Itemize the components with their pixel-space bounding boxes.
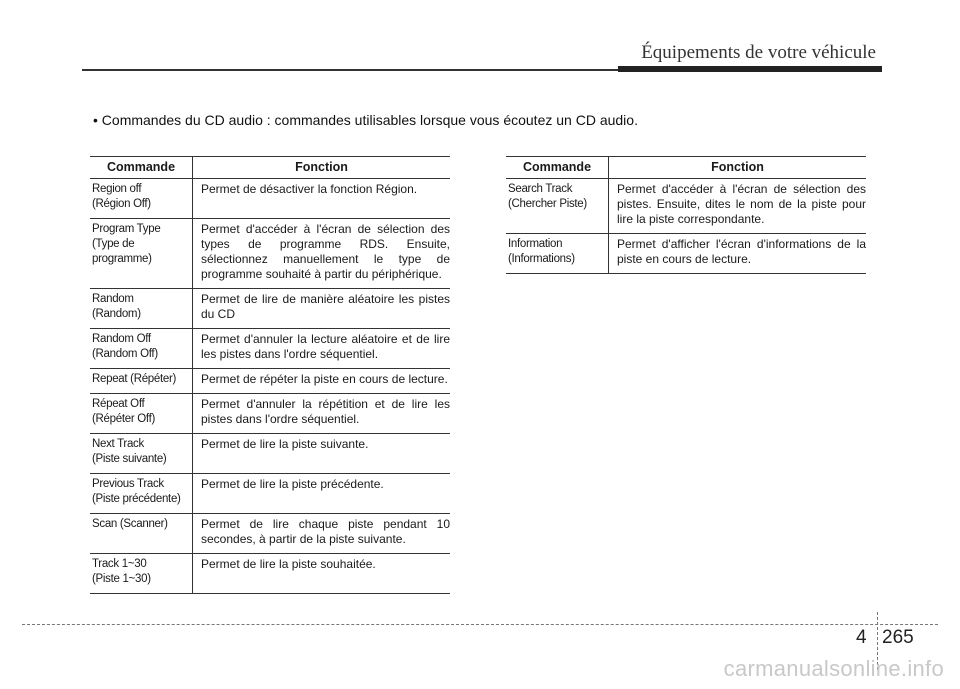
chapter-number: 4 xyxy=(856,627,867,648)
function-cell: Permet d'annuler la répétition et de lire les pistes dans l'ordre séquentiel. xyxy=(193,394,451,434)
watermark: carmanualsonline.info xyxy=(723,656,944,681)
column-header-function: Fonction xyxy=(609,157,867,179)
table-row xyxy=(90,219,450,289)
command-cell: Region off (Région Off) xyxy=(90,179,193,219)
command-cell: Next Track (Piste suivante) xyxy=(90,434,193,474)
function-cell: Permet de lire la piste précédente. xyxy=(193,474,451,514)
column-header-function: Fonction xyxy=(193,157,451,179)
function-cell: Permet de lire la piste suivante. xyxy=(193,434,451,474)
page-number: 265 xyxy=(882,627,914,648)
function-cell: Permet d'accéder à l'écran de sélection des pistes. Ensuite, dites le nom de la piste pour lire la piste correspondante. xyxy=(609,179,867,234)
command-cell: Program Type (Type de programme) xyxy=(90,219,193,289)
command-cell: Random (Random) xyxy=(90,289,193,329)
table-row xyxy=(90,289,450,329)
function-cell: Permet d'annuler la lecture aléatoire et de lire les pistes dans l'ordre séquentiel. xyxy=(193,329,451,369)
table-row xyxy=(90,329,450,369)
table-row xyxy=(90,179,450,219)
table-row xyxy=(506,179,866,234)
table-row xyxy=(90,434,450,474)
commands-table-left xyxy=(90,156,450,594)
column-header-command: Commande xyxy=(90,157,193,179)
function-cell: Permet de lire de manière aléatoire les pistes du CD xyxy=(193,289,451,329)
commands-table-right xyxy=(506,156,866,274)
table-row xyxy=(90,514,450,554)
commands-table-right-body xyxy=(506,179,866,274)
command-cell: Random Off (Random Off) xyxy=(90,329,193,369)
intro-text: • Commandes du CD audio : commandes utilisables lorsque vous écoutez un CD audio. xyxy=(93,112,638,128)
column-header-command: Commande xyxy=(506,157,609,179)
function-cell: Permet de désactiver la fonction Région. xyxy=(193,179,451,219)
function-cell: Permet d'afficher l'écran d'informations de la piste en cours de lecture. xyxy=(609,234,867,274)
commands-table-left-body xyxy=(90,179,450,594)
function-cell: Permet de répéter la piste en cours de lecture. xyxy=(193,369,451,394)
command-cell: Track 1~30 (Piste 1~30) xyxy=(90,554,193,594)
table-row xyxy=(90,554,450,594)
command-cell: Repeat (Répéter) xyxy=(90,369,193,394)
page-header-title: Équipements de votre véhicule xyxy=(641,42,876,63)
footer-dashed-rule xyxy=(22,624,938,625)
command-cell: Information (Informations) xyxy=(506,234,609,274)
function-cell: Permet d'accéder à l'écran de sélection des types de programme RDS. Ensuite, sélectionnez manuellement le type de programme souhaité à partir du périphérique. xyxy=(193,219,451,289)
function-cell: Permet de lire chaque piste pendant 10 secondes, à partir de la piste suivante. xyxy=(193,514,451,554)
function-cell: Permet de lire la piste souhaitée. xyxy=(193,554,451,594)
table-row xyxy=(90,369,450,394)
command-cell: Répeat Off (Répéter Off) xyxy=(90,394,193,434)
command-cell: Previous Track (Piste précédente) xyxy=(90,474,193,514)
table-row xyxy=(506,234,866,274)
table-row xyxy=(90,474,450,514)
table-row xyxy=(90,394,450,434)
command-cell: Search Track (Chercher Piste) xyxy=(506,179,609,234)
command-cell: Scan (Scanner) xyxy=(90,514,193,554)
header-rule-accent xyxy=(618,66,882,72)
